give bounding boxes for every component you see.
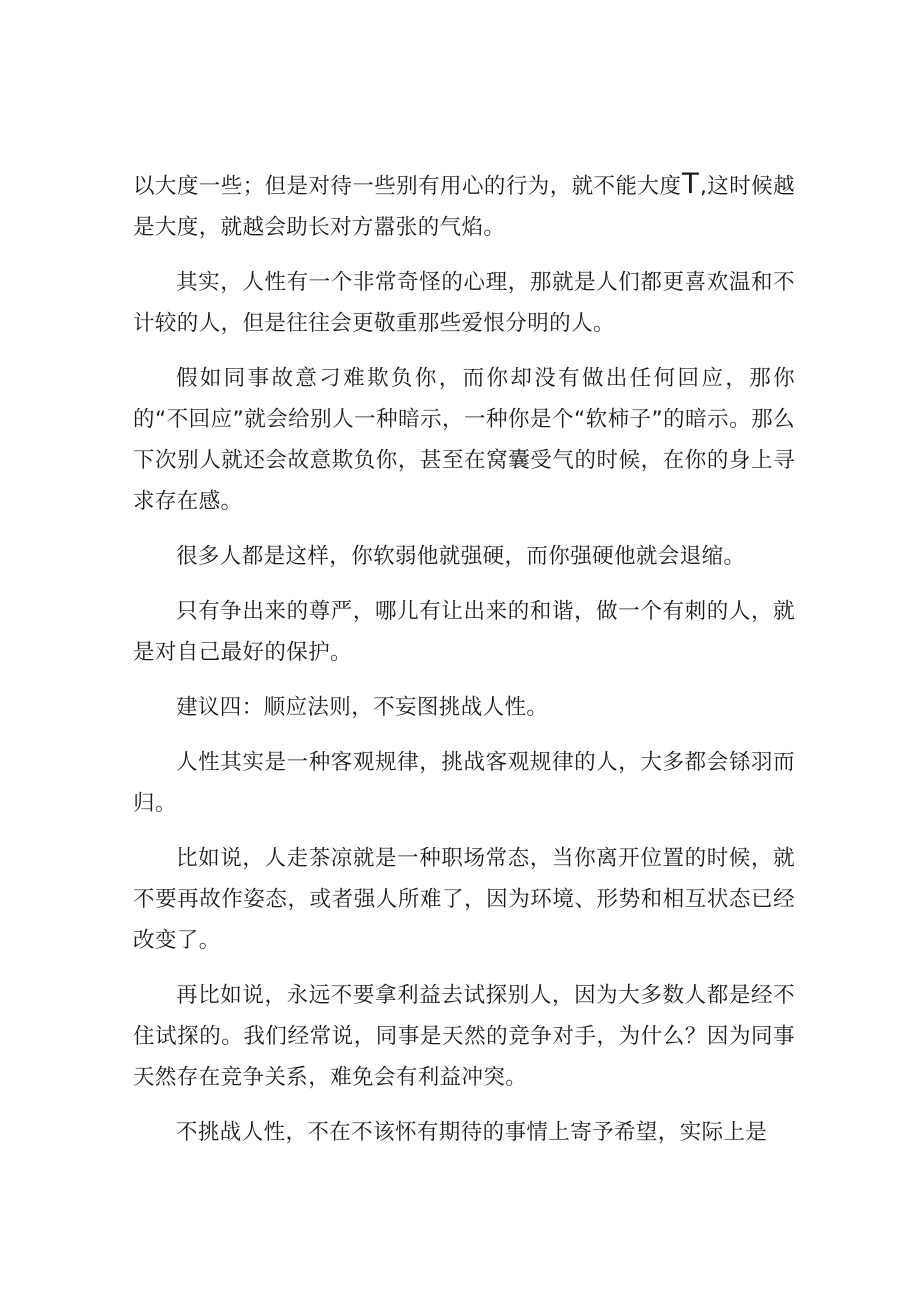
paragraph: 假如同事故意刁难欺负你，而你却没有做出任何回应，那你的“不回应”就会给别人一种暗示，一种你是个“软柿子”的暗示。那么下次别人就还会故意欺负你，甚至在窝囊受气的时候，在你的身上寻求存在感。 bbox=[133, 366, 795, 514]
paragraph: 很多人都是这样，你软弱他就强硬，而你强硬他就会退缩。 bbox=[176, 544, 746, 569]
paragraph: 只有争出来的尊严，哪儿有让出来的和谐，做一个有刺的人，就是对自己最好的保护。 bbox=[133, 599, 795, 665]
paragraph: 比如说，人走茶凉就是一种职场常态，当你离开位置的时候，就不要再故作姿态，或者强人所难了，因为环境、形势和相互状态已经改变了。 bbox=[133, 846, 795, 953]
paragraph-text: 以大度一些；但是对待一些别有用心的行为，就不能大度 bbox=[133, 174, 682, 199]
paragraph-continued bbox=[133, 166, 795, 248]
paragraph: 人性其实是一种客观规律，挑战客观规律的人，大多都会铩羽而归。 bbox=[133, 750, 795, 816]
paragraph: 不挑战人性，不在不该怀有期待的事情上寄予希望，实际上是 bbox=[176, 1120, 768, 1145]
paragraph: 其实，人性有一个非常奇怪的心理，那就是人们都更喜欢温和不计较的人，但是往往会更敬重那些爱恨分明的人。 bbox=[133, 270, 795, 336]
stray-large-letter: T bbox=[681, 167, 701, 200]
section-heading: 建议四：顺应法则，不妄图挑战人性。 bbox=[176, 695, 549, 720]
document-page bbox=[133, 166, 795, 1167]
paragraph-text: ,这时候越是大度，就越会助长对方嚣张的气焰。 bbox=[133, 174, 795, 240]
paragraph: 再比如说，永远不要拿利益去试探别人，因为大多数人都是经不住试探的。我们经常说，同事是天然的竞争对手，为什么？因为同事天然存在竞争关系，难免会有利益冲突。 bbox=[133, 983, 795, 1090]
